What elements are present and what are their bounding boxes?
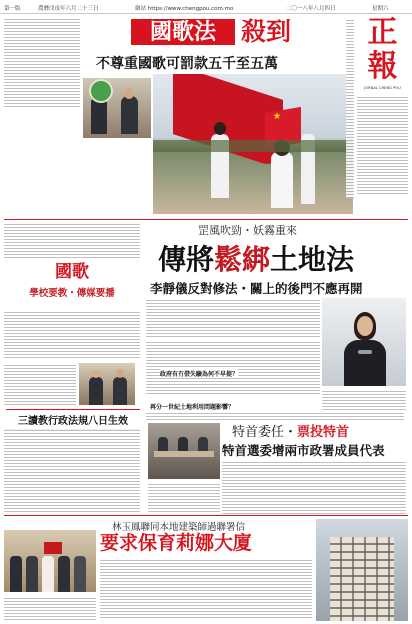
story5-body-text-right	[222, 460, 406, 514]
story1-headline	[125, 17, 353, 45]
council-meeting-photo	[148, 423, 220, 479]
story1-headline-rest: 殺到	[241, 17, 292, 46]
lina-building-photo	[316, 519, 408, 621]
masthead-title-1: 正	[367, 15, 398, 50]
story2-headline	[158, 238, 394, 276]
story1-headline-box: 國歌法	[131, 19, 235, 45]
story2-body-text-lower	[146, 340, 320, 396]
story1-subheadline: 不尊重國歌可罰款五千至五萬	[96, 56, 278, 72]
story3-body-text-lower	[4, 310, 140, 360]
story6-body-text-left	[4, 596, 96, 620]
story2-body-text	[146, 298, 320, 338]
lunar-date: 農曆戊戌年六月二十三日	[38, 6, 99, 12]
website-url[interactable]: 網站 https://www.chengpou.com.mo	[135, 6, 234, 12]
masthead-left-notes	[346, 18, 354, 198]
story3-photo	[79, 363, 135, 405]
story5-kicker-red: 票投特首	[297, 425, 350, 440]
story5-body-text-left	[148, 482, 220, 514]
story3-headline-block	[4, 262, 140, 308]
section-divider-bottom	[4, 515, 408, 516]
story5-headline: 特首選委增兩市政署成員代表	[222, 443, 385, 458]
issue-date: 二〇一八年八月四日	[286, 6, 336, 12]
story2-headline-c: 土地法	[270, 243, 355, 276]
weekday: 星期六	[372, 6, 389, 12]
story2-body-text-side	[322, 389, 406, 411]
top-bar	[0, 0, 412, 14]
emblem-image	[89, 79, 113, 103]
story4-body-text	[4, 428, 140, 512]
story1-body-text	[4, 17, 80, 109]
story4-headline: 三讀教行政法規八日生效	[6, 409, 140, 430]
story6-headline: 要求保育莉娜大廈	[100, 532, 253, 554]
masthead-title-2: 報	[367, 49, 398, 84]
story3-body-text-upper	[4, 222, 140, 260]
story2-body-text-bottom	[146, 411, 404, 421]
masthead	[357, 16, 408, 196]
story2-headline-b: 鬆綁	[214, 243, 271, 276]
story5-kicker: 特首委任・	[232, 425, 298, 440]
story2-kicker: 罡風吹勁・妖霧重來	[198, 224, 297, 237]
group-photo	[4, 530, 96, 592]
story5-kicker-row	[232, 421, 404, 439]
lei-cheng-i-photo	[322, 298, 406, 386]
story2-subheadline: 李靜儀反對修法・關上的後門不應再開	[150, 281, 363, 296]
story2-question: 政府有冇借失驗為何不早提？	[160, 371, 239, 378]
story6-body-text	[100, 558, 312, 620]
story2-question-2: 再分一世紀土地利用問題影響？	[150, 404, 235, 411]
flag-raising-photo	[153, 74, 353, 214]
section-divider-top	[4, 219, 408, 220]
story3-body-text-side	[4, 363, 76, 405]
masthead-subtitle: JORNAL CHENG POU	[364, 86, 401, 90]
page-number: 第一版	[4, 6, 21, 12]
story3-headline-1: 國歌	[55, 262, 89, 282]
story3-headline-2: 學校要教・傳媒要播	[29, 288, 115, 299]
story6-kicker: 林玉鳳聯同本地建築師過聯署信	[112, 522, 246, 533]
story2-headline-a: 傳將	[158, 243, 215, 276]
masthead-info-lines	[357, 95, 408, 195]
